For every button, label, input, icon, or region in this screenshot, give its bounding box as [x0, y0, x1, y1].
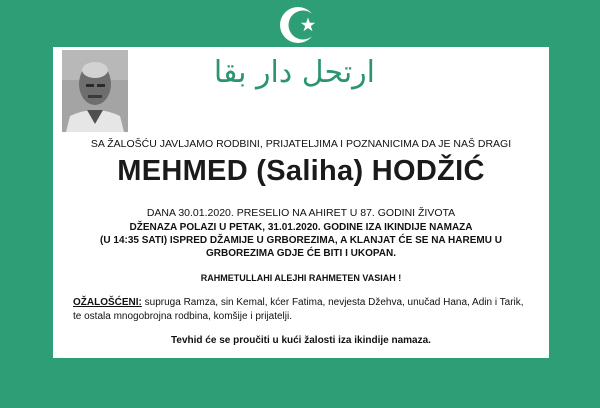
death-date-line: DANA 30.01.2020. PRESELIO NA AHIRET U 87. GODINI ŽIVOTA	[146, 207, 456, 219]
funeral-line: (U 14:35 SATI) ISPRED DŽAMIJE U GRBOREZIMA, A KLANJAT ĆE SE NA HAREMU U	[100, 235, 502, 246]
funeral-line: GRBOREZIMA GDJE ĆE BITI I UKOPAN.	[205, 248, 396, 259]
mourners-list-continued: te ostala mnogobrojna rodbina, komšije i prijatelji.	[73, 311, 293, 322]
mourners-label: OŽALOŠĆENI:	[73, 297, 142, 308]
prayer-text: RAHMETULLAHI ALEJHI RAHMETEN VASIAH !	[200, 273, 402, 283]
mourners-section	[73, 296, 543, 324]
crescent-star-icon	[279, 4, 321, 46]
deceased-name: MEHMED (Saliha) HODŽIĆ	[117, 155, 485, 187]
funeral-line: DŽENAZA POLAZI U PETAK, 31.01.2020. GODINE IZA IKINDIJE NAMAZA	[129, 222, 473, 233]
mourners-list: supruga Ramza, sin Kemal, kćer Fatima, nevjesta Džehva, unučad Hana, Adin i Tarik,	[144, 297, 524, 308]
obituary-sheet	[53, 47, 549, 358]
tevhid-note: Tevhid će se proučiti u kući žalosti iza ikindije namaza.	[171, 335, 431, 346]
portrait-photo	[62, 50, 128, 132]
funeral-details	[53, 221, 549, 260]
announcement-text: SA ŽALOŠĆU JAVLJAMO RODBINI, PRIJATELJIMA I POZNANICIMA DA JE NAŠ DRAGI	[90, 138, 512, 150]
arabic-calligraphy: ارتحل دار بقا	[213, 55, 375, 90]
